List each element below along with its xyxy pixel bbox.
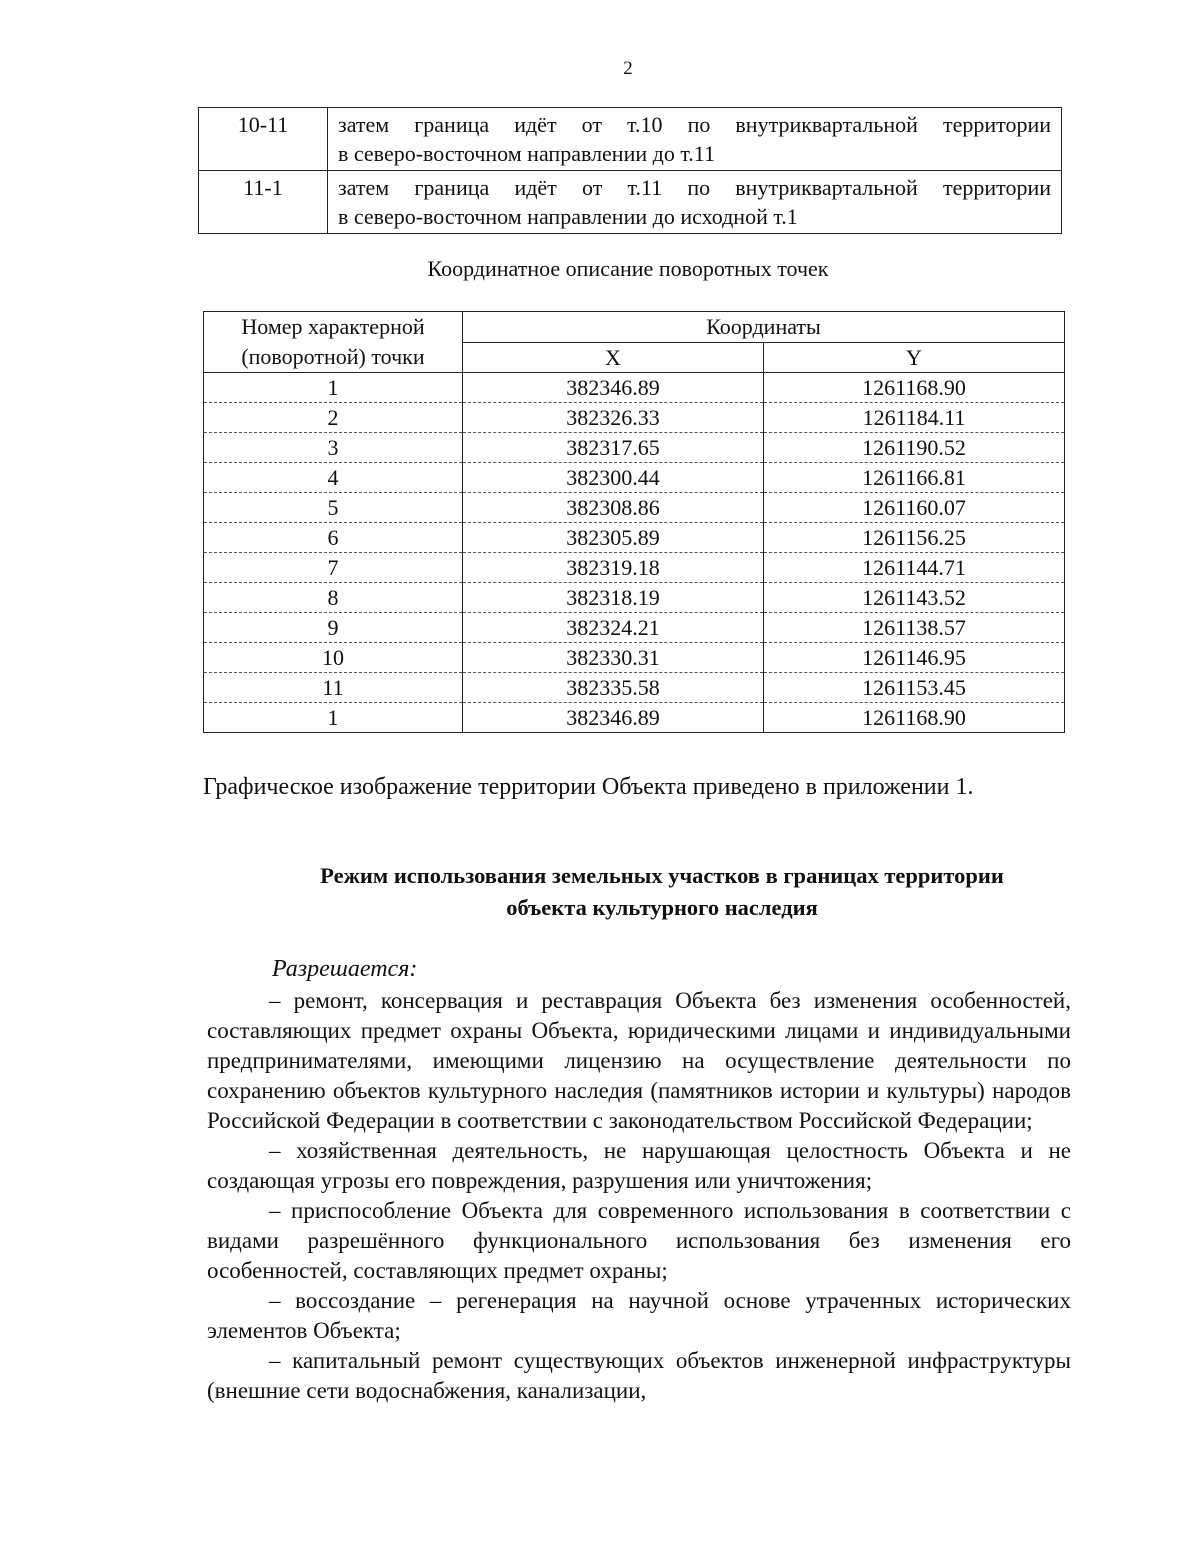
point-number: 2 xyxy=(204,403,463,433)
point-number: 8 xyxy=(204,583,463,613)
x-value: 382324.21 xyxy=(463,613,764,643)
y-header: Y xyxy=(764,342,1065,373)
permitted-label: Разрешается: xyxy=(272,956,418,982)
permitted-item: – хозяйственная деятельность, не нарушающая целостность Объекта и не создающая угрозы его повреждения, разрушения или уничтожения; xyxy=(207,1138,1071,1193)
table-row xyxy=(199,108,1062,171)
y-value: 1261156.25 xyxy=(764,523,1065,553)
table-row xyxy=(204,373,1065,403)
table-row xyxy=(204,643,1065,673)
table-row xyxy=(204,673,1065,703)
table-row xyxy=(199,171,1062,234)
y-value: 1261143.52 xyxy=(764,583,1065,613)
table-row xyxy=(204,463,1065,493)
point-number: 7 xyxy=(204,553,463,583)
permitted-item: – ремонт, консервация и реставрация Объекта без изменения особенностей, составляющих предмет охраны Объекта, юридическими лицами и индивидуальными предпринимателями, имеющими лицензию на осуществление деятельности по сохранению объектов культурного наследия (памятников истории и культуры) народов Российской Федерации в соответствии с законодательством Российской Федерации; xyxy=(207,988,1071,1133)
y-value: 1261153.45 xyxy=(764,673,1065,703)
boundary-segments-table xyxy=(198,107,1062,234)
table-row xyxy=(204,613,1065,643)
point-number: 3 xyxy=(204,433,463,463)
x-value: 382317.65 xyxy=(463,433,764,463)
permitted-list xyxy=(207,986,1071,1406)
y-value: 1261166.81 xyxy=(764,463,1065,493)
graphic-note: Графическое изображение территории Объекта приведено в приложении 1. xyxy=(203,774,974,800)
table-row xyxy=(204,553,1065,583)
segment-description-line: в северо-восточном направлении до исходной т.1 xyxy=(338,204,798,229)
x-header: X xyxy=(463,342,764,373)
page-number: 2 xyxy=(623,58,633,79)
y-value: 1261138.57 xyxy=(764,613,1065,643)
point-number: 11 xyxy=(204,673,463,703)
x-value: 382319.18 xyxy=(463,553,764,583)
y-value: 1261160.07 xyxy=(764,493,1065,523)
permitted-item: – воссоздание – регенерация на научной основе утраченных исторических элементов Объекта; xyxy=(207,1288,1071,1343)
point-number: 1 xyxy=(204,373,463,403)
x-value: 382346.89 xyxy=(463,703,764,733)
x-value: 382318.19 xyxy=(463,583,764,613)
y-value: 1261168.90 xyxy=(764,703,1065,733)
point-number-header-line: Номер характерной xyxy=(241,314,425,339)
coordinates-header: Координаты xyxy=(463,312,1065,343)
table-row xyxy=(204,583,1065,613)
section-heading xyxy=(262,860,1062,924)
segment-description xyxy=(328,171,1062,234)
x-value: 382330.31 xyxy=(463,643,764,673)
point-number: 5 xyxy=(204,493,463,523)
segment-description xyxy=(328,108,1062,171)
section-heading-line: объекта культурного наследия xyxy=(506,895,818,920)
x-value: 382346.89 xyxy=(463,373,764,403)
table-header-row xyxy=(204,312,1065,343)
x-value: 382300.44 xyxy=(463,463,764,493)
permitted-item: – приспособление Объекта для современного использования в соответствии с видами разрешённого функционального использования без изменения его особенностей, составляющих предмет охраны; xyxy=(207,1198,1071,1283)
x-value: 382308.86 xyxy=(463,493,764,523)
point-number: 1 xyxy=(204,703,463,733)
table-row xyxy=(204,703,1065,733)
table-row xyxy=(204,493,1065,523)
point-number-header-line: (поворотной) точки xyxy=(241,344,425,369)
segment-description-line: затем граница идёт от т.10 по внутриквартальной территории xyxy=(338,112,1051,137)
point-number: 6 xyxy=(204,523,463,553)
coordinates-caption: Координатное описание поворотных точек xyxy=(427,256,829,281)
permitted-item: – капитальный ремонт существующих объектов инженерной инфраструктуры (внешние сети водоснабжения, канализации, xyxy=(207,1348,1071,1403)
point-number: 4 xyxy=(204,463,463,493)
segment-description-line: в северо-восточном направлении до т.11 xyxy=(338,141,715,166)
x-value: 382326.33 xyxy=(463,403,764,433)
section-heading-line: Режим использования земельных участков в границах территории xyxy=(320,863,1004,888)
segment-id: 10-11 xyxy=(199,108,328,171)
y-value: 1261190.52 xyxy=(764,433,1065,463)
coordinates-table xyxy=(203,311,1065,733)
segment-id: 11-1 xyxy=(199,171,328,234)
table-row xyxy=(204,523,1065,553)
point-number: 9 xyxy=(204,613,463,643)
y-value: 1261144.71 xyxy=(764,553,1065,583)
table-row xyxy=(204,433,1065,463)
y-value: 1261146.95 xyxy=(764,643,1065,673)
y-value: 1261184.11 xyxy=(764,403,1065,433)
point-number-header xyxy=(204,312,463,373)
table-row xyxy=(204,403,1065,433)
y-value: 1261168.90 xyxy=(764,373,1065,403)
x-value: 382305.89 xyxy=(463,523,764,553)
x-value: 382335.58 xyxy=(463,673,764,703)
segment-description-line: затем граница идёт от т.11 по внутриквартальной территории xyxy=(338,175,1051,200)
point-number: 10 xyxy=(204,643,463,673)
